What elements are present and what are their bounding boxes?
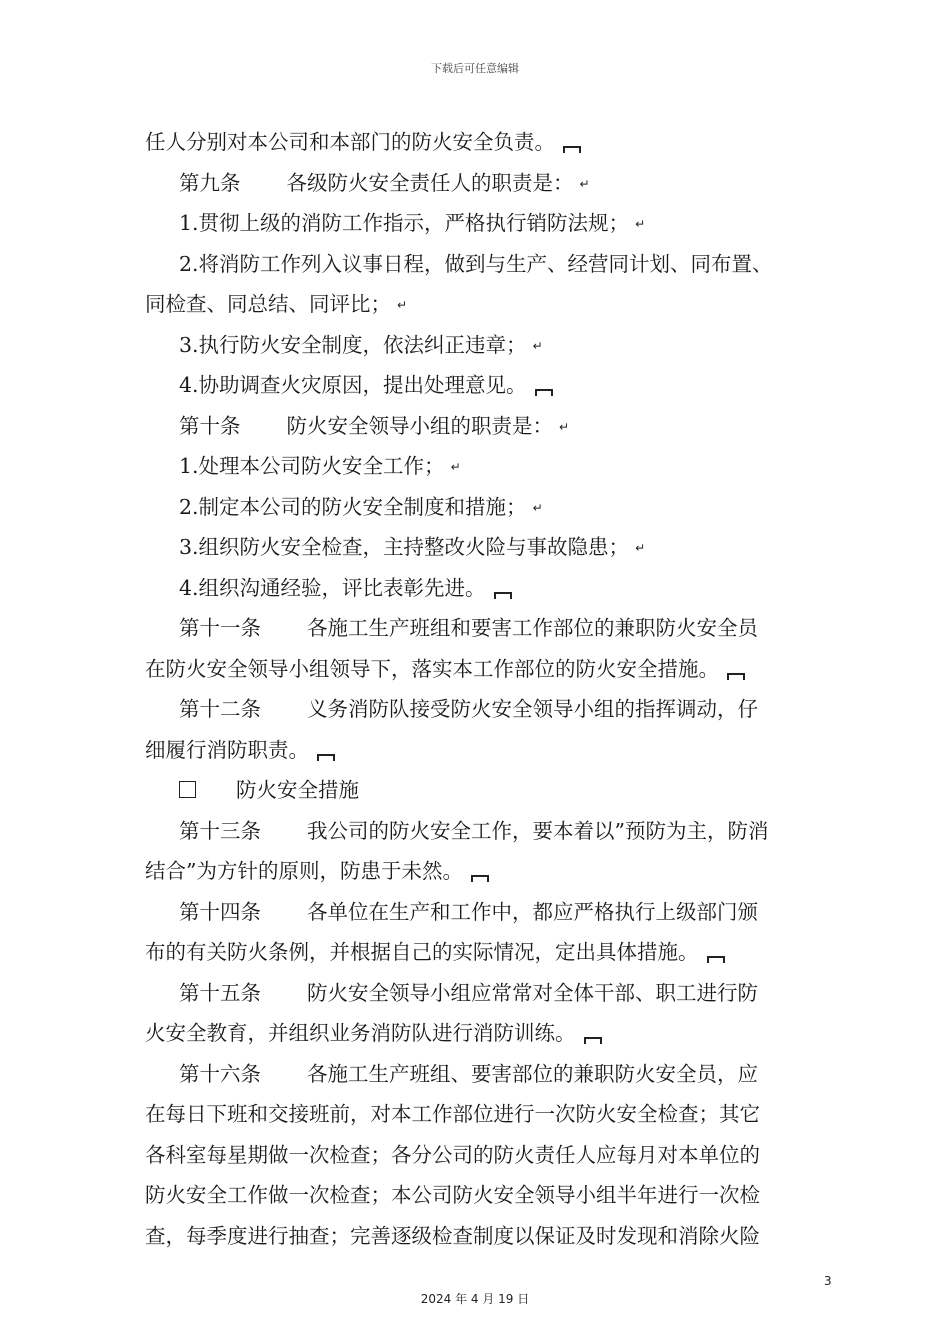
text-line: 布的有关防火条例，并根据自己的实际情况，定出具体措施。: [145, 932, 835, 973]
list-item: 4.协助调查火灾原因，提出处理意见。: [145, 365, 835, 406]
article-heading: 第九条 各级防火安全责任人的职责是： ↵: [145, 163, 835, 204]
text-line: 火安全教育，并组织业务消防队进行消防训练。: [145, 1013, 835, 1054]
line-break-icon: ↵: [532, 338, 543, 353]
page-number: 3: [824, 1274, 832, 1288]
section-heading: 防火安全措施: [145, 770, 835, 811]
document-body: [145, 122, 835, 1256]
article-heading: 第十六条 各施工生产班组、要害部位的兼职防火安全员，应: [179, 1061, 758, 1086]
list-item: 4.组织沟通经验，评比表彰先进。: [145, 568, 835, 609]
text-line: 防火安全工作做一次检查；本公司防火安全领导小组半年进行一次检: [145, 1183, 760, 1207]
article-heading: 第十三条 我公司的防火安全工作，要本着以”预防为主，防消: [179, 818, 769, 843]
article-heading: 第十一条 各施工生产班组和要害工作部位的兼职防火安全员: [179, 616, 758, 640]
text-line: 在每日下班和交接班前，对本工作部位进行一次防火安全检查；其它: [145, 1102, 760, 1126]
list-item: 3.组织防火安全检查，主持整改火险与事故隐患； ↵: [145, 527, 835, 568]
line-break-icon: ↵: [635, 541, 646, 556]
line-break-icon: ↵: [559, 419, 570, 434]
list-item: 1.贯彻上级的消防工作指示，严格执行销防法规； ↵: [145, 203, 835, 244]
paragraph-mark-icon: [535, 389, 553, 396]
article-number: 第十三条: [179, 818, 261, 843]
paragraph-mark-icon: [563, 146, 581, 153]
article-number: 第十四条: [179, 899, 261, 924]
paragraph-mark-icon: [317, 754, 335, 761]
article-number: 第十一条: [179, 616, 261, 640]
list-item: 2.制定本公司的防火安全制度和措施； ↵: [145, 487, 835, 528]
article-heading: 第十四条 各单位在生产和工作中，都应严格执行上级部门颁: [179, 899, 758, 924]
article-heading: 第十五条 防火安全领导小组应常常对全体干部、职工进行防: [179, 980, 758, 1005]
list-item: 1.处理本公司防火安全工作； ↵: [145, 446, 835, 487]
page-footer-date: 2024 年 4 月 19 日: [420, 1292, 530, 1306]
list-item: 3.执行防火安全制度，依法纠正违章； ↵: [145, 325, 835, 366]
article-number: 第十二条: [179, 697, 261, 721]
line-break-icon: ↵: [635, 217, 646, 232]
text-line: 结合”为方针的原则，防患于未然。: [145, 851, 835, 892]
line-break-icon: ↵: [579, 176, 590, 191]
article-number: 第十六条: [179, 1061, 261, 1086]
text-line: 查，每季度进行抽查；完善逐级检查制度以保证及时发现和消除火险: [145, 1223, 760, 1248]
article-number: 第十条: [179, 413, 241, 438]
paragraph-mark-icon: [471, 875, 489, 882]
line-break-icon: ↵: [397, 298, 408, 313]
checkbox-icon: [179, 781, 196, 798]
paragraph-mark-icon: [707, 956, 725, 963]
list-item: 2.将消防工作列入议事日程，做到与生产、经营同计划、同布置、: [179, 251, 773, 276]
line-break-icon: ↵: [532, 500, 543, 515]
article-number: 第九条: [179, 170, 241, 195]
article-heading: 第十二条 义务消防队接受防火安全领导小组的指挥调动，仔: [179, 697, 758, 721]
text-line: 细履行消防职责。: [145, 730, 835, 771]
page-header: 下载后可任意编辑: [431, 62, 519, 75]
text-line: 任人分别对本公司和本部门的防火安全负责。: [145, 122, 835, 163]
line-break-icon: ↵: [450, 460, 461, 475]
text-line: 各科室每星期做一次检查；各分公司的防火责任人应每月对本单位的: [145, 1142, 760, 1167]
paragraph-mark-icon: [727, 673, 745, 680]
paragraph-mark-icon: [584, 1037, 602, 1044]
text-line: 同检查、同总结、同评比； ↵: [145, 284, 835, 325]
text-line: 在防火安全领导小组领导下，落实本工作部位的防火安全措施。: [145, 649, 835, 690]
paragraph-mark-icon: [494, 592, 512, 599]
article-number: 第十五条: [179, 980, 261, 1005]
article-heading: 第十条 防火安全领导小组的职责是： ↵: [145, 406, 835, 447]
